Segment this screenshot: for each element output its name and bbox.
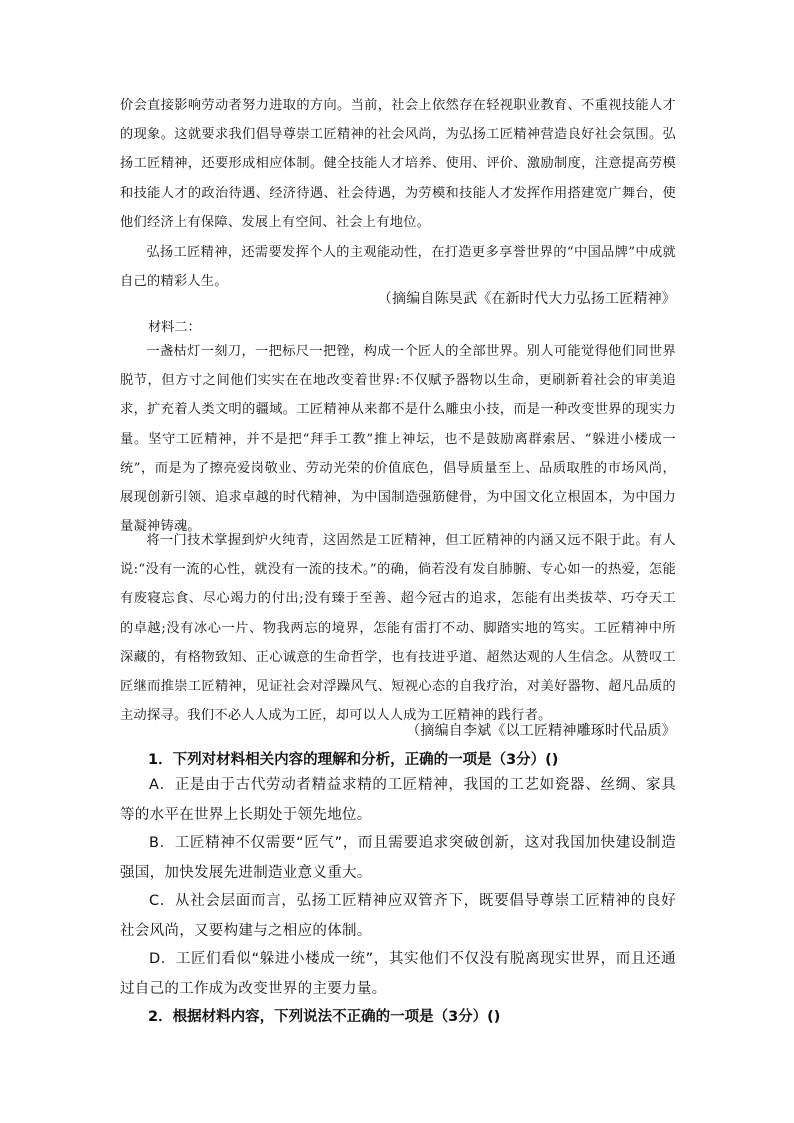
question-1-option-b: B．工匠精神不仅需要“匠气”，而且需要追求突破创新，这对我国加快建设制造强国，加快发展先进制造业意义重大。 bbox=[120, 835, 676, 881]
question-2: 2．根据材料内容，下列说法不正确的一项是（3分）() bbox=[148, 1009, 501, 1025]
material2-paragraph-2: 将一门技术掌握到炉火纯青，这固然是工匠精神，但工匠精神的内涵又远不限于此。有人说:“没有一流的心性，就没有一流的技术。”的确，倘若没有发自肺腑、专心如一的热爱，怎能有废寝忘食、尽心竭力的付出;没有臻于至善、超今冠古的追求，怎能有出类拔萃、巧夺天工的卓越;没有冰心一片、物我两忘的境界，怎能有雷打不动、脚踏实地的笃实。工匠精神中所深藏的，有格物致知、正心诚意的生命哲学，也有技进乎道、超然达观的人生信念。从赞叹工匠继而推崇工匠精神，见证社会对浮躁风气、短视心态的自我疗治，对美好器物、超凡品质的主动探寻。我们不必人人成为工匠，却可以人人成为工匠精神的践行者。 bbox=[120, 533, 676, 724]
question-1-option-d: D．工匠们看似“躲进小楼成一统”，其实他们不仅没有脱离现实世界，而且还通过自己的工作成为改变世界的主要力量。 bbox=[120, 951, 676, 997]
material1-paragraph-last: 弘扬工匠精神，还需要发挥个人的主观能动性，在打造更多享誉世界的“中国品牌”中成就自己的精彩人生。 bbox=[120, 245, 676, 290]
question-1-option-a: A．正是由于古代劳动者精益求精的工匠精神，我国的工艺如瓷器、丝绸、家具等的水平在世界上长期处于领先地位。 bbox=[120, 777, 676, 823]
material2-source: （摘编自李斌《以工匠精神雕琢时代品质》 bbox=[406, 723, 676, 739]
material2-label: 材料二： bbox=[148, 320, 201, 335]
material2-paragraph-1: 一盏枯灯一刻刀，一把标尺一把锉，构成一个匠人的全部世界。别人可能觉得他们同世界脱节，但方寸之间他们实实在在地改变着世界:不仅赋予器物以生命，更刷新着社会的审美追求，扩充着人类文明的疆域。工匠精神从来都不是什么雕虫小技，而是一种改变世界的现实力量。坚守工匠精神，并不是把“拜手工教”推上神坛，也不是鼓励离群索居、“躲进小楼成一统”，而是为了擦亮爱岗敬业、劳动光荣的价值底色，倡导质量至上、品质取胜的市场风尚，展现创新引领、追求卓越的时代精神，为中国制造强筋健骨，为中国文化立根固本，为中国力量凝神铸魂。 bbox=[120, 344, 676, 535]
question-1: 1．下列对材料相关内容的理解和分析，正确的一项是（3分）() bbox=[148, 752, 559, 768]
question-1-option-c: C．从社会层面而言，弘扬工匠精神应双管齐下，既要倡导尊崇工匠精神的良好社会风尚，又要构建与之相应的体制。 bbox=[120, 893, 676, 939]
material1-paragraph-continued: 价会直接影响劳动者努力进取的方向。当前，社会上依然存在轻视职业教育、不重视技能人才的现象。这就要求我们倡导尊崇工匠精神的社会风尚，为弘扬工匠精神营造良好社会氛围。弘扬工匠精神，还要形成相应体制。健全技能人才培养、使用、评价、激励制度，注意提高劳模和技能人才的政治待遇、经济待遇、社会待遇，为劳模和技能人才发挥作用搭建宽广舞台，使他们经济上有保障、发展上有空间、社会上有地位。 bbox=[120, 98, 676, 230]
material1-source: （摘编自陈昊武《在新时代大力弘扬工匠精神》 bbox=[377, 291, 676, 307]
